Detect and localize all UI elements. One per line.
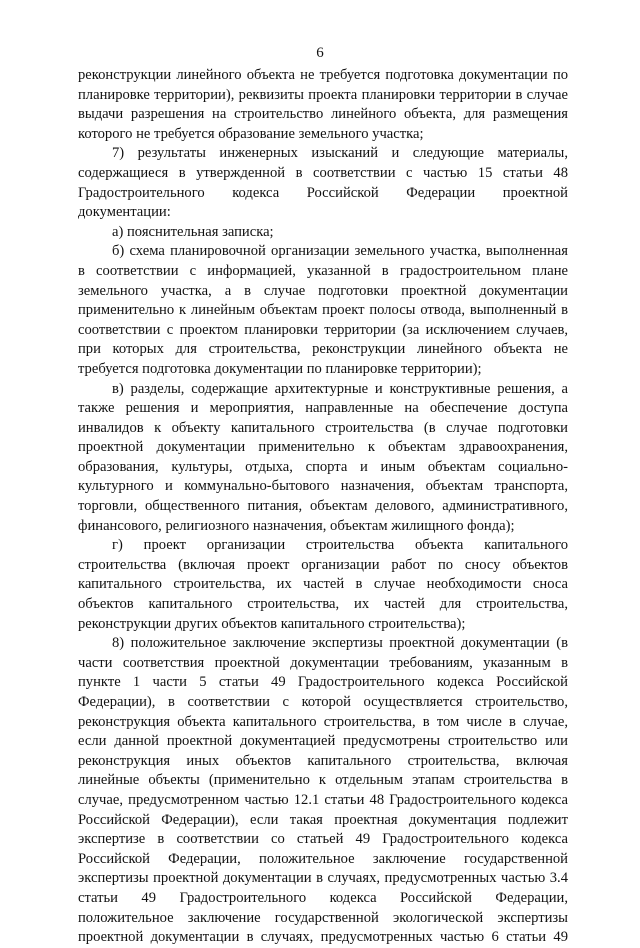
- paragraph-item-7: 7) результаты инженерных изысканий и следующие материалы, содержащиеся в утвержденной в соответствии с частью 15 статьи 48 Градостроительного кодекса Российской Федерации проектной документации:: [78, 145, 568, 221]
- paragraph-continuation: реконструкции линейного объекта не требуется подготовка документации по планировке территории), реквизиты проекта планировки территории в случае выдачи разрешения на строительство линейного объекта, для размещения которого не требуется образование земельного участка;: [78, 67, 568, 142]
- paragraph-item-8: 8) положительное заключение экспертизы проектной документации (в части соответствия проектной документации требованиям, указанным в пункте 1 части 5 статьи 49 Градостроительного кодекса Российской Федерации), в соответствии с которой осуществляется строительство, реконструкция объекта капитального строительства, в том числе в случае, если данной проектной документацией предусмотрены строительство или реконструкция иных объектов капитального строительства, включая линейные объекты (применительно к отдельным этапам строительства в случае, предусмотренном частью 12.1 статьи 48 Градостроительного кодекса Российской Федерации), если такая проектная документация подлежит экспертизе в соответствии со статьей 49 Градостроительного кодекса Российской Федерации, положительное заключение государственной экспертизы проектной документации в случаях, предусмотренных частью 3.4 статьи 49 Градостроительного кодекса Российской Федерации, положительное заключение государственной экологической экспертизы проектной документации в случаях, предусмотренных частью 6 статьи 49: [78, 635, 568, 946]
- paragraph-item-7b: б) схема планировочной организации земельного участка, выполненная в соответствии с информацией, указанной в градостроительном плане земельного участка, а в случае подготовки проектной документации применительно к линейным объектам проект полосы отвода, выполненный в соответствии с проектом планировки территории (за исключением случаев, при которых для строительства, реконструкции линейного объекта не требуется подготовка документации по планировке территории);: [78, 243, 568, 377]
- paragraph-item-7v: в) разделы, содержащие архитектурные и конструктивные решения, а также решения и мероприятия, направленные на обеспечение доступа инвалидов к объекту капитального строительства (в случае подготовки проектной документации применительно к объектам здравоохранения, образования, культуры, отдыха, спорта и иным объектам социально-культурного и коммунально-бытового назначения, объектам транспорта, торговли, общественного питания, объектам делового, административного, финансового, религиозного назначения, объектам жилищного фонда);: [78, 380, 568, 534]
- paragraph-item-7g: г) проект организации строительства объекта капитального строительства (включая проект организации работ по сносу объектов капитального строительства, их частей в случае необходимости сноса объектов капитального строительства, их частей для строительства, реконструкции других объектов капитального строительства);: [78, 537, 568, 632]
- document-body: [78, 66, 568, 948]
- page-number: 6: [316, 45, 324, 61]
- paragraph-item-7a: а) пояснительная записка;: [112, 223, 274, 240]
